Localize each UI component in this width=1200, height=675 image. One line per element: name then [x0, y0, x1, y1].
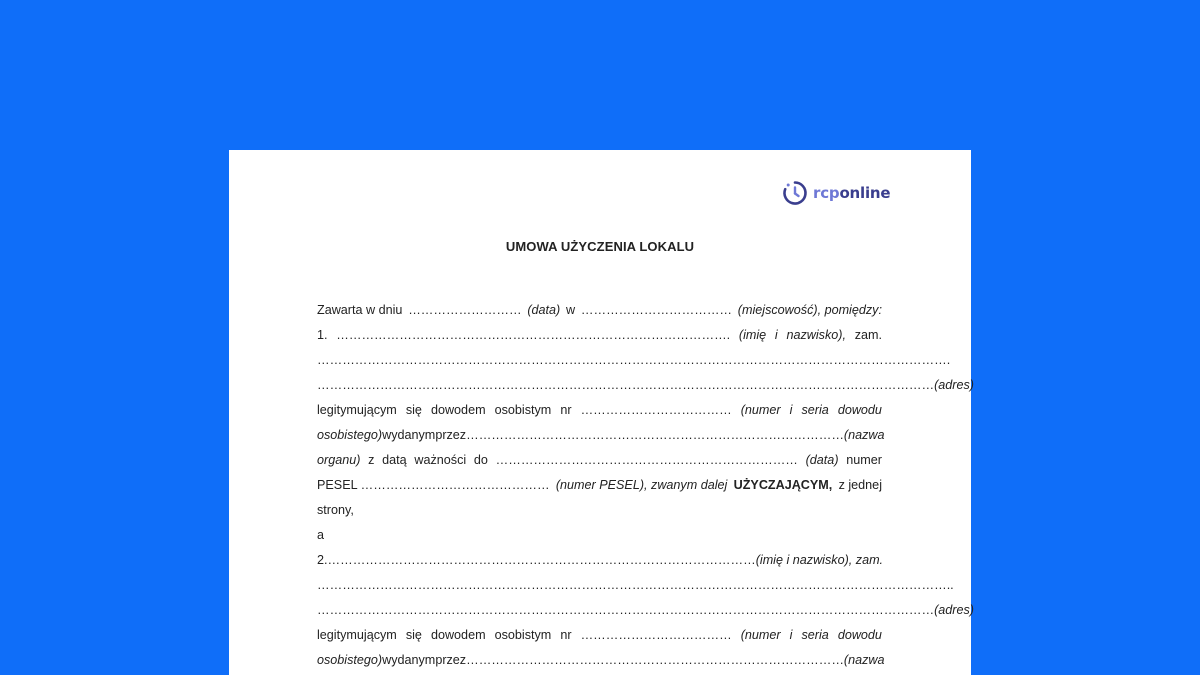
document-body	[317, 298, 974, 673]
document-line-segment: ………………………………	[580, 403, 732, 417]
document-line-segment: legitymującym	[317, 628, 397, 642]
document-line	[317, 398, 882, 423]
document-line-segment: się	[405, 628, 422, 642]
document-line-segment: dowodem	[430, 403, 486, 417]
document-line	[317, 373, 974, 398]
document-line-segment: osobistego)	[317, 428, 383, 442]
document-line-segment: (data)	[527, 303, 561, 317]
document-line-segment: osobistym	[494, 403, 552, 417]
document-line	[317, 523, 882, 548]
document-line-segment: wydanym	[382, 428, 436, 442]
document-line-segment: wydanym	[382, 653, 436, 667]
document-line-segment: seria	[801, 628, 829, 642]
document-line-segment: …………………………………………………………………………………………………………………………………	[317, 603, 935, 617]
document-line-segment: datą	[382, 453, 407, 467]
document-line-segment: 2.	[317, 553, 328, 567]
document-line-segment: ……………………………………………………………………………………………………………………………………..	[317, 578, 954, 592]
rcponline-logo	[781, 178, 890, 208]
document-line-segment: osobistym	[494, 628, 552, 642]
document-line-segment: Zawarta w dniu	[317, 303, 403, 317]
document-line-segment: …………………………………………………………………………………………………………………………………	[317, 378, 935, 392]
document-line-segment: przez	[435, 653, 467, 667]
document-line-segment: a	[317, 528, 325, 542]
document-line-segment: osobistego)	[317, 653, 383, 667]
document-line-segment: (numer	[740, 403, 781, 417]
document-line-segment: legitymującym	[317, 403, 397, 417]
document-line	[317, 423, 885, 448]
document-line-segment: dowodem	[430, 628, 486, 642]
document-line-segment: i	[774, 328, 778, 342]
document-line	[317, 298, 882, 323]
logo-text-rcp: rcp	[813, 183, 840, 202]
document-line-segment: do	[473, 453, 488, 467]
document-line-segment: z	[368, 453, 375, 467]
document-line-segment: (nazwa	[843, 653, 885, 667]
document-line	[317, 573, 954, 598]
document-line-segment: (numer PESEL), zwanym dalej	[555, 478, 728, 492]
document-line-segment: ………………………………	[580, 303, 733, 317]
logo-text	[813, 183, 891, 202]
document-line-segment: (imię	[738, 328, 767, 342]
document-line-segment: przez	[435, 428, 467, 442]
stopwatch-clock-icon	[781, 179, 809, 207]
document-line-segment: seria	[801, 403, 829, 417]
document-line-segment: strony,	[317, 503, 354, 517]
document-line	[317, 648, 885, 673]
document-line	[317, 598, 974, 623]
document-line-segment: PESEL ………………………………………	[317, 478, 550, 492]
document-line-segment: numer	[846, 453, 882, 467]
document-line	[317, 448, 882, 473]
document-line	[317, 323, 882, 348]
document-line-segment: (data)	[805, 453, 839, 467]
document-line-segment: 1.	[317, 328, 328, 342]
document-title: UMOWA UŻYCZENIA LOKALU	[505, 239, 695, 254]
document-line-segment: organu)	[317, 453, 361, 467]
document-line-segment: dowodu	[837, 403, 882, 417]
document-line-segment: się	[405, 403, 422, 417]
document-line-segment: (numer	[740, 628, 781, 642]
document-line-segment: i	[789, 628, 793, 642]
document-line	[317, 473, 882, 498]
logo-text-online: online	[839, 183, 891, 202]
document-line-segment: ………………………	[408, 303, 522, 317]
document-line-segment: zam.	[854, 328, 882, 342]
document-line-segment: w	[566, 303, 576, 317]
document-page	[229, 150, 974, 675]
document-line-segment: ………………………………………………………………………………	[466, 653, 844, 667]
document-line-segment: …………………………………………………………………………………………………………………………………….	[317, 353, 951, 367]
document-line-segment: ważności	[414, 453, 467, 467]
document-line-segment: nr	[560, 403, 572, 417]
document-line	[317, 498, 882, 523]
document-line	[317, 348, 951, 373]
document-line-segment: …………………………………………………………………………………………	[327, 553, 756, 567]
document-line-segment: ………………………………………………………………	[495, 453, 798, 467]
document-line-segment: ………………………………………………………………………………….	[336, 328, 731, 342]
document-line-segment: (adres)	[934, 603, 974, 617]
document-line-segment: i	[789, 403, 793, 417]
document-line	[317, 623, 882, 648]
document-line-segment: (adres)	[934, 378, 974, 392]
document-line-segment: nr	[560, 628, 572, 642]
document-line-segment: (imię i nazwisko), zam.	[755, 553, 884, 567]
document-line-segment: z jednej	[838, 478, 882, 492]
document-line-segment: ………………………………	[580, 628, 732, 642]
document-line-segment: (miejscowość), pomiędzy:	[737, 303, 882, 317]
document-line	[317, 548, 882, 573]
document-line-segment: nazwisko),	[786, 328, 846, 342]
document-line-segment: UŻYCZAJĄCYM,	[733, 478, 833, 492]
document-line-segment: dowodu	[837, 628, 882, 642]
document-line-segment: ………………………………………………………………………………	[466, 428, 844, 442]
document-line-segment: (nazwa	[843, 428, 885, 442]
